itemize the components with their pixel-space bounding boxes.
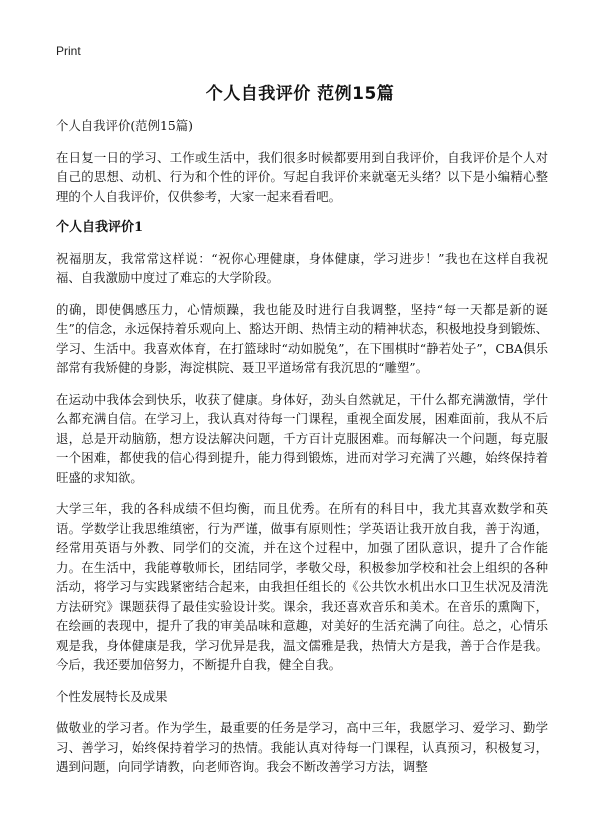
document-body bbox=[56, 116, 548, 789]
body-paragraph: 在运动中我体会到快乐，收获了健康。身体好，劲头自然就足，干什么都充满激情，学什么都充满自信。在学习上，我认真对待每一门课程，重视全面发展，困难面前，我从不后退，总是开动脑筋，想方设法解决问题，千方百计克服困难。而每解决一个问题，每克服一个困难，都使我的信心得到提升，能力得到锻炼，进而对学习充满了兴趣，始终保持着旺盛的求知欲。 bbox=[56, 391, 548, 485]
document-subtitle: 个人自我评价(范例15篇) bbox=[56, 118, 193, 133]
print-link[interactable]: Print bbox=[56, 44, 81, 58]
body-paragraph: 的确，即使偶感压力，心情烦躁，我也能及时进行自我调整，坚持“每一天都是新的诞生”的信念，永远保持着乐观向上、豁达开朗、热情主动的精神状态，积极地投身到锻炼、学习、生活中。我喜欢体育，在打篮球时“动如脱兔”，在下围棋时“静若处子”，CBA俱乐部常有我矫健的身影，海淀棋院、聂卫平道场常有我沉思的“雕塑”。 bbox=[56, 301, 548, 375]
section-heading-2: 个性发展特长及成果 bbox=[56, 688, 168, 704]
body-paragraph: 大学三年，我的各科成绩不但均衡，而且优秀。在所有的科目中，我尤其喜欢数学和英语。学数学让我思维缜密，行为严谨，做事有原则性；学英语让我开放自我，善于沟通，经常用英语与外教、同学们的交流，并在这个过程中，加强了团队意识，提升了合作能力。在生活中，我能尊敬师长，团结同学，孝敬父母，积极参加学校和社会上组织的各种活动，将学习与实践紧密结合起来，由我担任组长的《公共饮水机出水口卫生状况及清洗方法研究》课题获得了最佳实验设计奖。课余，我还喜欢音乐和美术。在音乐的熏陶下，在绘画的表现中，提升了我的审美品味和意趣，对美好的生活充满了向往。总之，心情乐观是我，身体健康是我，学习优异是我，温文儒雅是我，热情大方是我，善于合作是我。今后，我还要加倍努力，不断提升自我，健全自我。 bbox=[56, 501, 548, 672]
intro-paragraph: 在日复一日的学习、工作或生活中，我们很多时候都要用到自我评价，自我评价是个人对自己的思想、动机、行为和个性的评价。写起自我评价来就毫无头绪？以下是小编精心整理的个人自我评价，仅供参考，大家一起来看看吧。 bbox=[56, 149, 548, 204]
body-paragraph: 祝福朋友，我常常这样说：“祝你心理健康，身体健康，学习进步！”我也在这样自我祝福、自我激励中度过了难忘的大学阶段。 bbox=[56, 250, 548, 285]
document-title: 个人自我评价 范例15篇 bbox=[205, 84, 395, 104]
body-paragraph: 做敬业的学习者。作为学生，最重要的任务是学习，高中三年，我愿学习、爱学习、勤学习、善学习，始终保持着学习的热情。我能认真对待每一门课程，认真预习，积极复习，遇到问题，向同学请教，向老师咨询。我会不断改善学习方法，调整 bbox=[56, 720, 548, 774]
section-heading-1: 个人自我评价1 bbox=[56, 220, 144, 235]
